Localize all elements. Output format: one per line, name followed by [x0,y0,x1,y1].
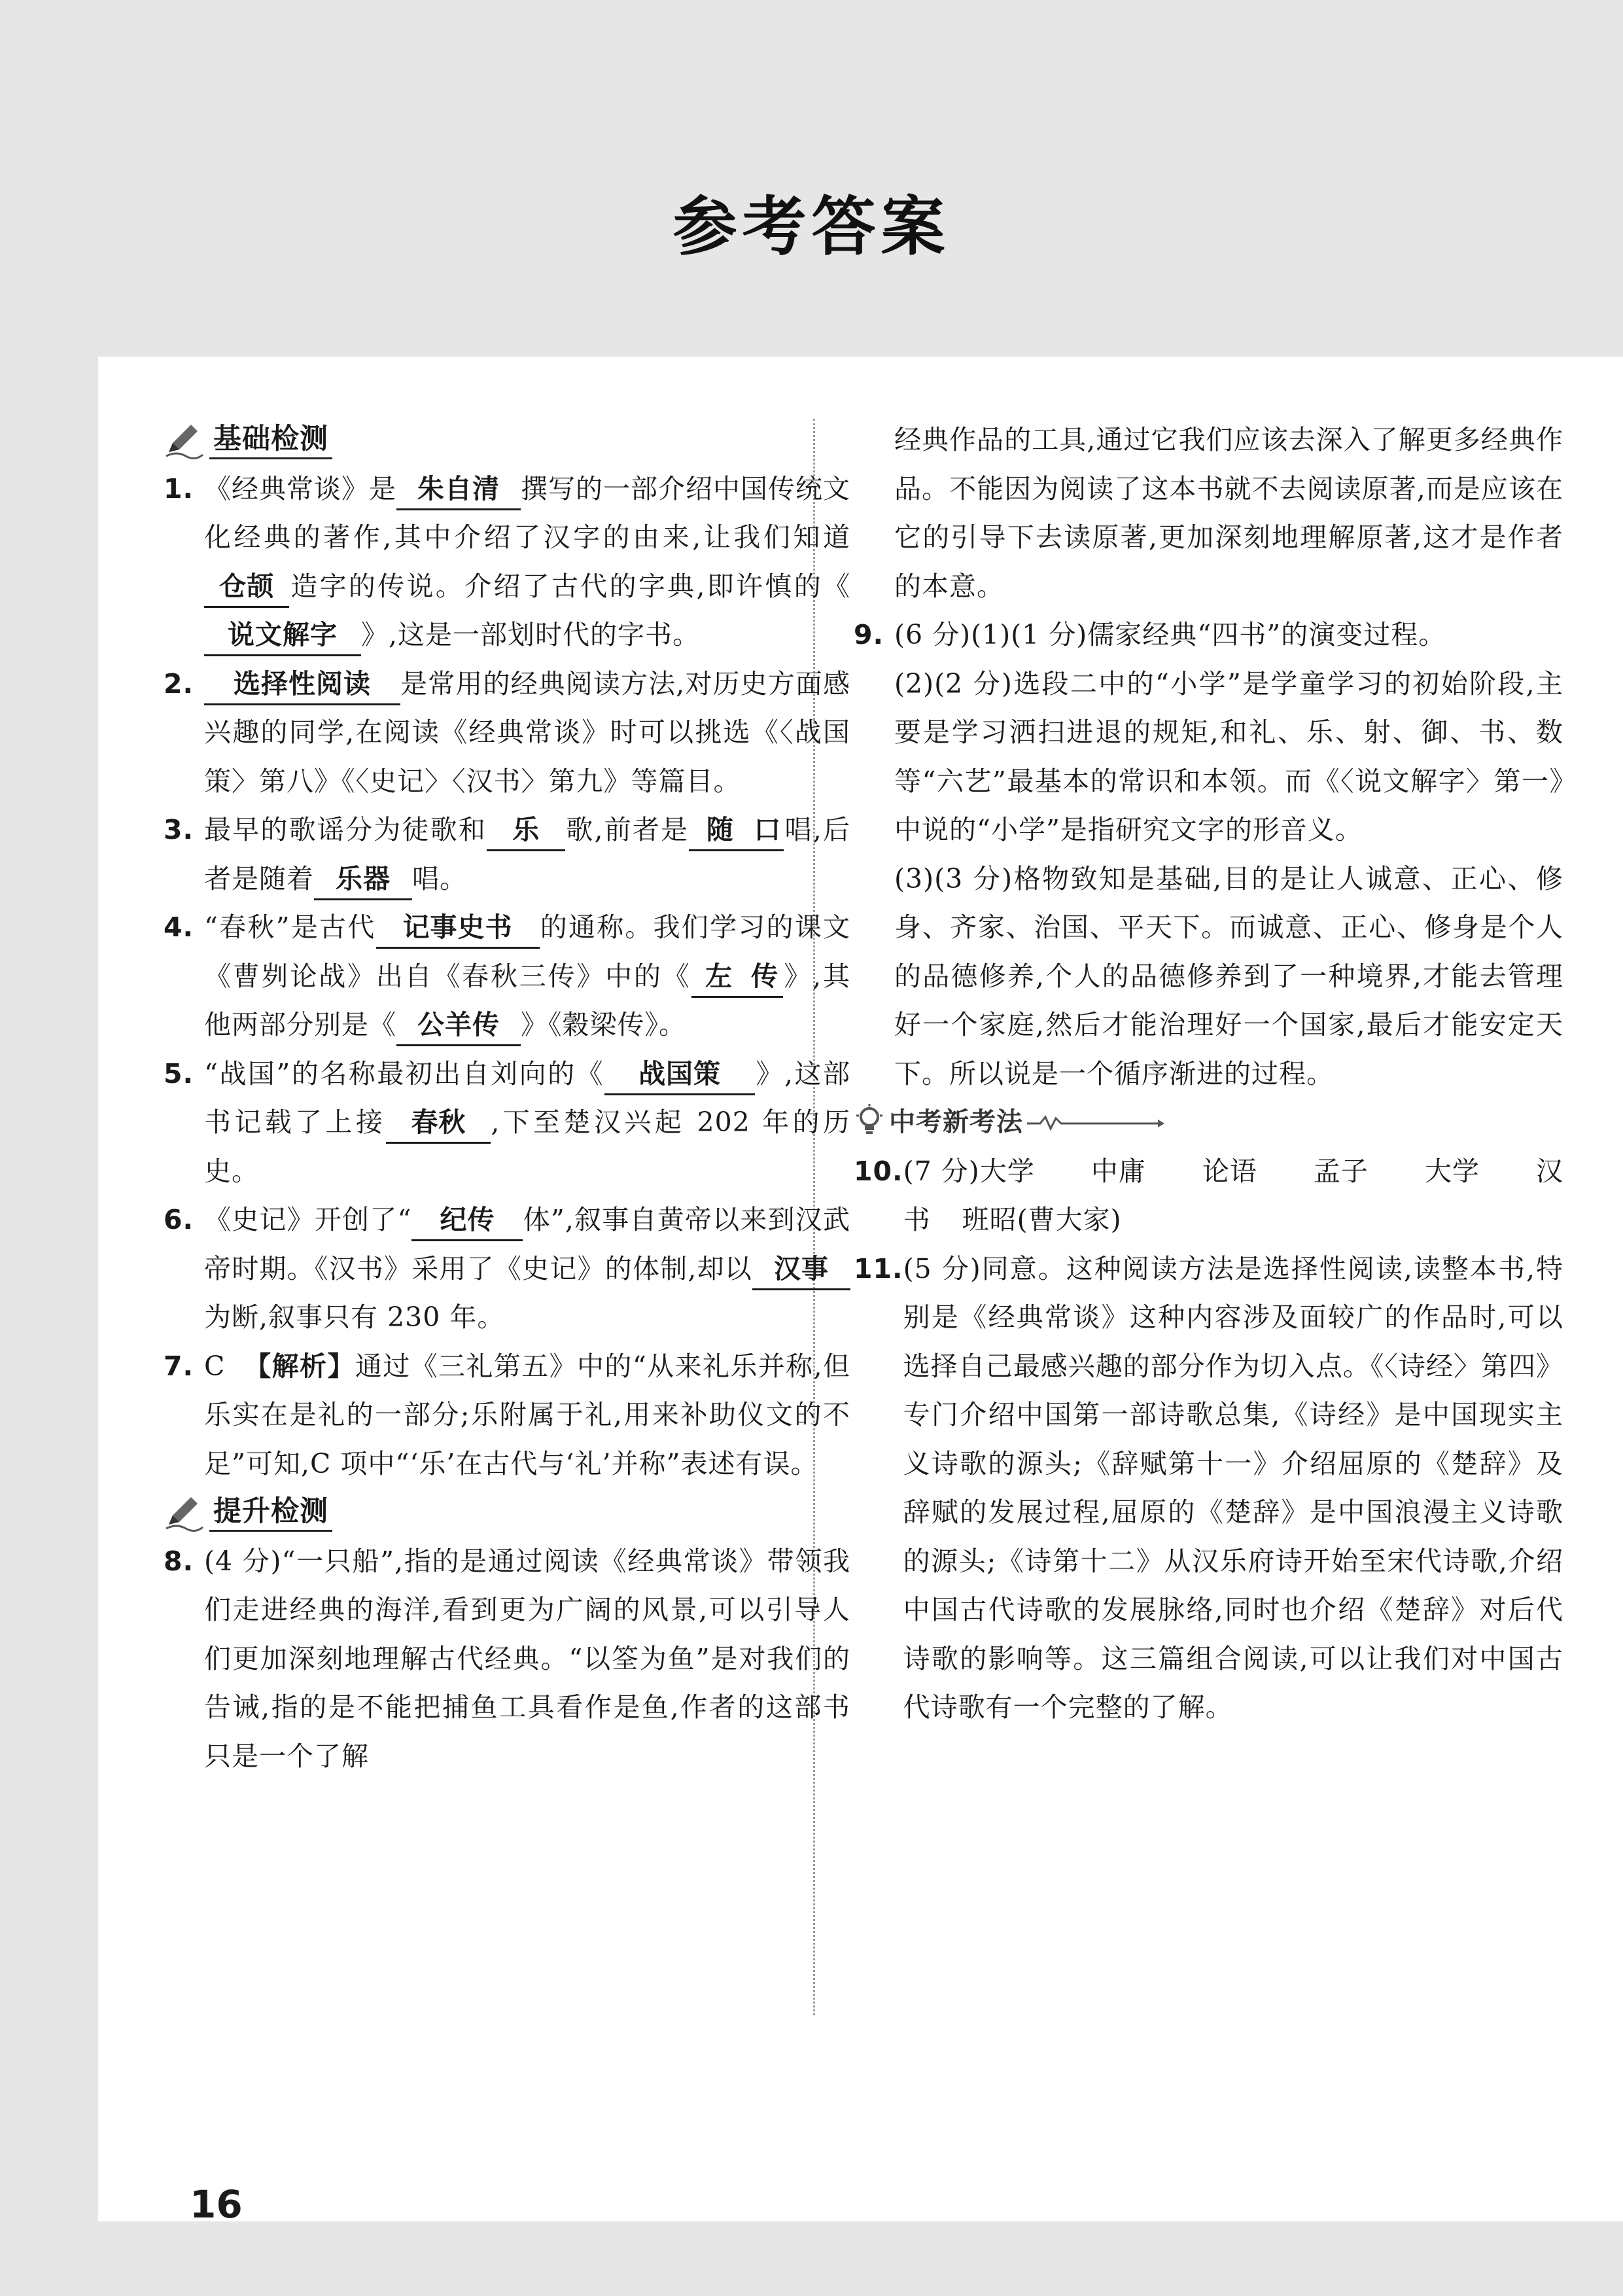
answer-blank: 选择性阅读 [204,664,400,705]
answer-sheet [98,357,1623,2221]
text: 》,其他两部分别是《 [204,960,850,1040]
question-number: 9. [854,619,884,650]
text: 最早的歌谣分为徒歌和 [204,814,487,845]
text: 撰写的一部介绍中国传统文化经典的著作,其中介绍了汉字的由来,让我们知道 [204,472,850,553]
lightbulb-icon [854,1103,885,1142]
text: 体”,叙事自黄帝以来到汉武帝时期。《汉书》采用了《史记》的体制,却以 [204,1204,850,1284]
question-body [204,1342,850,1489]
answer-blank: 汉事 [752,1249,850,1290]
question-number: 5. [164,1057,194,1089]
section-basic [164,415,850,465]
text: 唱,后者是随着 [204,814,850,894]
text: 》,这是一部划时代的字书。 [361,619,701,650]
question-4 [164,903,850,1050]
zigzag-arrow-line [1027,1109,1164,1135]
answer-blank: 乐器 [314,859,412,900]
question-body: (4 分)“一只船”,指的是通过阅读《经典常谈》带领我们走进经典的海洋,看到更为广阔的风景,可以引导人们更加深刻地理解古代经典。“以筌为鱼”是对我们的告诫,指的是不能把捕鱼工具看作是鱼,作者的这部书只是一个了解 [204,1545,850,1772]
section-label: 中考新考法 [889,1107,1023,1137]
page-title: 参考答案 [672,190,951,264]
question-body [204,1050,850,1196]
answer-word: 书 [903,1204,931,1235]
answer-choice: C [204,1350,226,1382]
text: 歌,前者是 [565,814,689,845]
answer-word: 汉 [1535,1155,1563,1187]
answer-word: (7 分)大学 [903,1155,1035,1187]
left-column [164,415,850,1780]
question-number: 6. [164,1204,194,1235]
question-body [204,465,850,660]
question-2 [164,660,850,806]
question-body [903,1147,1563,1245]
answer-word: 中庸 [1091,1155,1146,1187]
question-number: 10. [854,1155,903,1187]
question-body [204,805,850,903]
text: 唱。 [412,862,467,894]
question-9 [854,610,1563,1098]
question-10 [854,1147,1563,1245]
pencil-icon [164,419,204,460]
question-7 [164,1342,850,1489]
answer-blank: 战国策 [604,1054,755,1095]
section-zhongkao [854,1098,1563,1147]
question-body [204,660,850,806]
question-3 [164,805,850,903]
text: 为断,叙事只有 230 年。 [204,1301,505,1333]
answer-blank: 说文解字 [204,615,361,656]
section-label: 提升检测 [209,1493,332,1532]
text: 《经典常谈》是 [204,472,396,504]
question-number: 8. [164,1545,194,1577]
text: 是常用的经典阅读方法,对历史方面感兴趣的同学,在阅读《经典常谈》时可以挑选《〈战国策〉第八》《〈史记〉〈汉书〉第九》等篇目。 [204,667,850,797]
answer-line [903,1147,1563,1196]
answer-blank: 传 [747,957,783,998]
question-8 [164,1537,850,1781]
sub-answer: (2)(2 分)选段二中的“小学”是学童学习的初始阶段,主要是学习洒扫进退的规矩,和礼、乐、射、御、书、数等“六艺”最基本的常识和本领。而《〈说文解字〉第一》中说的“小学”是指研究文字的形音义。 [894,667,1563,845]
answer-blank: 记事史书 [376,908,540,949]
right-column [854,415,1563,1732]
question-body [894,610,1563,1098]
answer-blank: 仓颉 [204,567,289,608]
text: 的通称。我们学习的课文《曹刿论战》出自《春秋三传》中的《 [204,911,851,992]
answer-blank: 口 [751,810,784,851]
text: ,下至楚汉兴起 202 年的历史。 [204,1106,850,1187]
text: 》《穀梁传》。 [521,1009,686,1040]
answer-word: 大学 [1424,1155,1480,1187]
answer-blank: 朱自清 [396,469,521,510]
text: “春秋”是古代 [204,911,376,943]
question-body [204,1195,850,1342]
answer-blank: 纪传 [411,1200,523,1241]
answer-blank: 公羊传 [396,1005,521,1046]
answer-word: 孟子 [1313,1155,1369,1187]
text: “战国”的名称最初出自刘向的《 [204,1057,605,1089]
question-8-continued: 经典作品的工具,通过它我们应该去深入了解更多经典作品。不能因为阅读了这本书就不去阅读原著,而是应该在它的引导下去读原著,更加深刻地理解原著,这才是作者的本意。 [894,424,1563,602]
answer-blank: 左 [691,957,747,998]
question-body [204,903,850,1050]
question-body: (5 分)同意。这种阅读方法是选择性阅读,读整本书,特别是《经典常谈》这种内容涉及面较广的作品时,可以选择自己最感兴趣的部分作为切入点。《〈诗经〉第四》专门介绍中国第一部诗歌总集,《诗经》是中国现实主义诗歌的源头;《辞赋第十一》介绍屈原的《楚辞》及辞赋的发展过程,屈原的《楚辞》是中国浪漫主义诗歌的源头;《诗第十二》从汉乐府诗开始至宋代诗歌,介绍中国古代诗歌的发展脉络,同时也介绍《楚辞》对后代诗歌的影响等。这三篇组合阅读,可以让我们对中国古代诗歌有一个完整的了解。 [903,1252,1563,1723]
question-number: 2. [164,667,194,699]
text: 》,这部书记载了上接 [204,1057,850,1138]
text: 通过《三礼第五》中的“从来礼乐并称,但乐实在是礼的一部分;乐附属于礼,用来补助仪文的不足”可知,C 项中“‘乐’在古代与‘礼’并称”表述有误。 [204,1350,850,1479]
question-5 [164,1050,850,1196]
question-1 [164,465,850,660]
text: 《史记》开创了“ [204,1204,412,1235]
sub-answer: (3)(3 分)格物致知是基础,目的是让人诚意、正心、修身、齐家、治国、平天下。而诚意、正心、修身是个人的品德修养,个人的品德修养到了一种境界,才能去管理好一个家庭,然后才能治理好一个国家,最后才能安定天下。所以说是一个循序渐进的过程。 [894,862,1563,1089]
sub-answer: (6 分)(1)(1 分)儒家经典“四书”的演变过程。 [894,619,1446,650]
answer-blank: 乐 [487,810,565,851]
question-number: 7. [164,1350,194,1382]
section-advanced [164,1488,850,1537]
answer-word: 班昭(曹大家) [962,1204,1122,1235]
section-label: 基础检测 [209,421,332,459]
question-number: 4. [164,911,194,943]
page-number: 16 [190,2182,243,2227]
question-number: 11. [854,1252,903,1284]
question-11 [854,1245,1563,1732]
text: 造字的传说。介绍了古代的字典,即许慎的《 [289,570,850,602]
answer-blank: 随 [689,810,751,851]
pencil-icon [164,1492,204,1532]
question-6 [164,1195,850,1342]
question-number: 3. [164,814,194,845]
answer-blank: 春秋 [386,1103,491,1144]
answer-line [903,1195,1563,1245]
analysis-tag: 【解析】 [244,1350,355,1382]
answer-word: 论语 [1202,1155,1257,1187]
question-number: 1. [164,472,194,504]
